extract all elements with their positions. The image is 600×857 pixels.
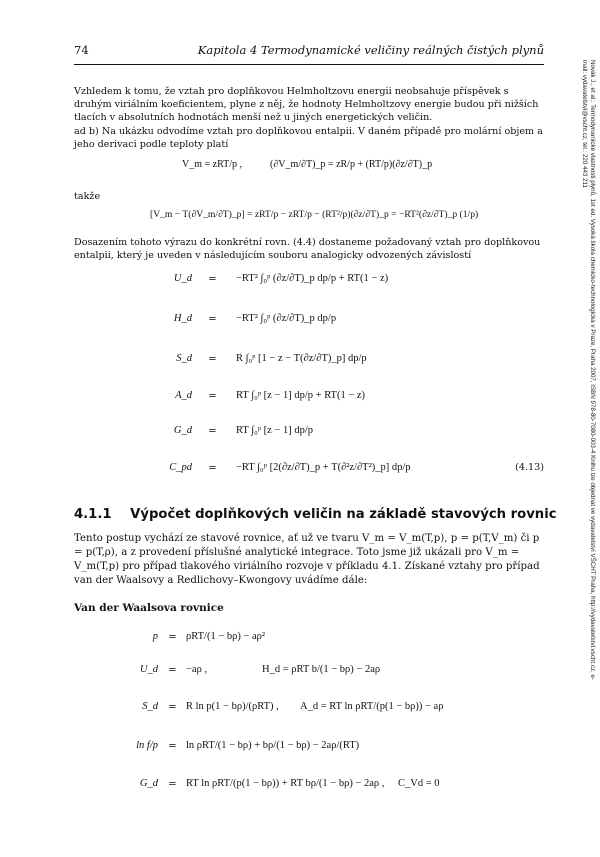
lhs-sd: S_d [176, 353, 192, 364]
equals-sign: = [208, 425, 217, 437]
equals-sign: = [168, 701, 177, 713]
equals-sign: = [208, 273, 217, 285]
rhs-vdw-lnf: ln ρRT/(1 − bρ) + bρ/(1 − bρ) − 2aρ/(RT) [186, 740, 360, 751]
rhs-hd: −RT² ∫₀ᵖ (∂z/∂T)_p dp/p [236, 313, 337, 324]
rhs-ad: RT ∫₀ᵖ [z − 1] dp/p + RT(1 − z) [236, 390, 366, 401]
equals-sign: = [208, 313, 217, 325]
lhs-vdw-sd: S_d [142, 701, 158, 712]
section-number: 4.1.1 [74, 507, 112, 522]
paragraph-2: ad b) Na ukázku odvodíme vztah pro doplňkovou entalpii. V daném případě pro molární objem a jeho derivaci podle teploty platí [74, 126, 543, 151]
rhs-cpd: −RT ∫₀ᵖ [2(∂z/∂T)_p + T(∂²z/∂T²)_p] dp/p [236, 462, 411, 473]
rhs-sd: R ∫₀ᵖ [1 − z − T(∂z/∂T)_p] dp/p [236, 353, 367, 364]
rhs-vdw-gd: RT ln ρRT/(p(1 − bρ)) + RT bρ/(1 − bρ) − 2aρ , [186, 778, 385, 789]
equals-sign: = [168, 631, 177, 643]
paragraph-4: Tento postup vychází ze stavové rovnice, ať už ve tvaru V_m = V_m(T,p), p = p(T,V_m) či p = p(T,ρ), a z provedení příslušné analytické integrace. Toto jsme již ukázali pro V_m = V_m(T,p) pro případ tlakového viriálního rozvoje v příkladu 4.1. Získané vztahy pro případ van der Waalsovy a Redlichovy–Kwongovy uvádíme dále: [74, 533, 540, 586]
lhs-ud: U_d [173, 273, 192, 284]
equals-sign: = [168, 664, 177, 676]
lhs-cpd: C_pd [169, 462, 192, 473]
equation-bracket: [V_m − T(∂V_m/∂T)_p] = zRT/p − zRT/p − (RT²/p)(∂z/∂T)_p = −RT²(∂z/∂T)_p (1/p) [150, 209, 479, 220]
lhs-vdw-ud: U_d [139, 664, 158, 675]
paragraph-takze: takže [74, 191, 101, 202]
lhs-vdw-gd: G_d [139, 778, 158, 789]
equation-vm: V_m = zRT/p , [182, 159, 243, 170]
equals-sign: = [208, 390, 217, 402]
section-title: Výpočet doplňkových veličin na základě stavových rovnic [130, 507, 557, 522]
rhs-vdw-p: ρRT/(1 − bρ) − aρ² [186, 631, 266, 642]
lhs-ln-f-p: ln f/p [136, 740, 158, 751]
equation-number: (4.13) [515, 462, 544, 473]
rhs-vdw-cvd: C_Vd = 0 [398, 778, 440, 789]
paragraph-3: Dosazením tohoto výrazu do konkrétní rovn. (4.4) dostaneme požadovaný vztah pro doplňkovou entalpii, který je uveden v následujícím souboru analogicky odvozených závislostí [74, 237, 541, 262]
equals-sign: = [208, 462, 217, 474]
running-header [74, 43, 544, 61]
equation-dvm-dt: (∂V_m/∂T)_p = zR/p + (RT/p)(∂z/∂T)_p [270, 159, 433, 170]
lhs-hd: H_d [173, 313, 192, 324]
equals-sign: = [168, 778, 177, 790]
running-title: Kapitola 4 Termodynamické veličiny reálných čistých plynů [197, 43, 544, 57]
header-rule [74, 64, 544, 65]
lhs-ad: A_d [175, 390, 192, 401]
rhs-vdw-hd: H_d = ρRT b/(1 − bρ) − 2aρ [262, 664, 381, 675]
rhs-vdw-ud: −aρ , [186, 664, 208, 675]
side-citation: Novák J., et al.: Termodynamické vlastnosti plynů, 1st ed. Vysoká škola chemicko-technologická v Praze, Praha 2007, ISBN 978-80-7080-003-4 Knihu lze objednat ve vydavatelství VŠCHT Praha, http://vydavatelstvi.vscht.cz, e-mail: vydavatelstvi@vscht.cz, tel.: 220 443 211 [581, 60, 596, 680]
lhs-p: p [152, 631, 158, 642]
section-heading [74, 507, 557, 522]
rhs-vdw-sd: R ln p(1 − bρ)/(ρRT) , [186, 701, 279, 712]
equals-sign: = [208, 353, 217, 365]
rhs-ud: −RT² ∫₀ᵖ (∂z/∂T)_p dp/p + RT(1 − z) [236, 273, 389, 284]
subheading-van-der-waals: Van der Waalsova rovnice [74, 602, 224, 614]
lhs-gd: G_d [173, 425, 192, 436]
page-number: 74 [74, 43, 89, 57]
paragraph-1: Vzhledem k tomu, že vztah pro doplňkovou Helmholtzovu energii neobsahuje příspěvek s druhým viriálním koeficientem, plyne z něj, že hodnoty Helmholtzovy energie budou při nižších tlacích v absolutních hodnotách menší než u jiných energetických veličin. [74, 86, 539, 124]
rhs-gd: RT ∫₀ᵖ [z − 1] dp/p [236, 425, 314, 436]
rhs-vdw-ad: A_d = RT ln ρRT/(p(1 − bρ)) − aρ [300, 701, 444, 712]
equals-sign: = [168, 740, 177, 752]
